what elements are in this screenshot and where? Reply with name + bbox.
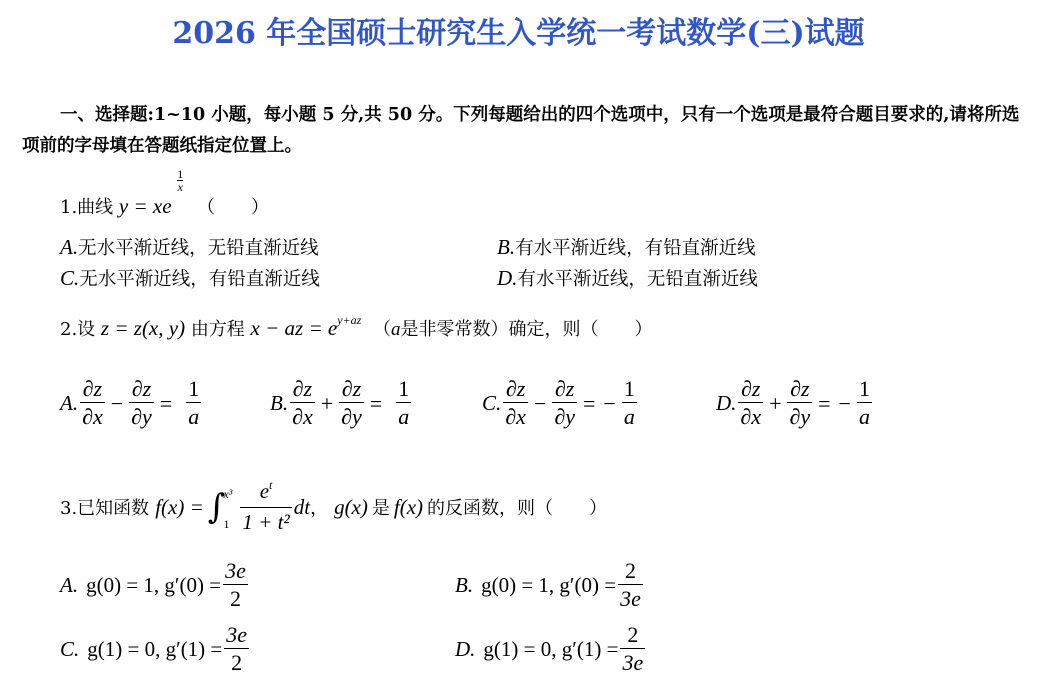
q2-note-var: a [391,319,401,340]
q2-option-b [270,376,413,431]
q2-prefix: 2.设 [60,319,96,340]
equals: = [582,390,596,416]
q2-mid-text: 由方程 [190,319,245,340]
q3-fx2: f(x) [393,494,424,519]
q3-option-c [60,622,251,677]
integrand-num: e [259,479,270,503]
option-text: 无水平渐近线，无铅直渐近线 [78,238,319,259]
option-text: 有水平渐近线，有铅直渐近线 [515,238,756,259]
option-label: B. [270,391,289,415]
integral-upper: x³ [223,487,233,501]
pd-x: $\frac{\partial z}{\partial x}$ [292,376,313,429]
rhs-frac: $\frac{1}{a}$ [188,376,200,429]
option-expr: g(1) = 0, g′(1) = [483,637,619,661]
q1-expression: y = xe [118,194,172,218]
option-label: D. [497,266,518,290]
pd-x: $\frac{\partial z}{\partial x}$ [505,376,526,429]
option-frac: $\frac{2}{3e}$ [622,622,644,675]
question-2 [60,315,653,341]
rhs-sign: − [838,390,851,416]
section-heading-text: 一、选择题:1~10 小题，每小题 5 分,共 50 分。下列每题给出的四个选项中，只有一个选项是最符合题目要求的,请将所选项前的字母填在答题纸指定位置上。 [22,105,1020,156]
q3-prefix: 3.已知函数 [60,498,150,519]
integral-lower: 1 [223,517,230,531]
q3-integral [208,478,310,536]
option-expr: g(0) = 1, g′(0) = [86,573,222,597]
q3-tail: 的反函数，则（ ） [427,498,608,519]
integrand-den: 1 + t² [242,510,290,534]
q2-note-text: 是非零常数）确定，则（ ） [400,319,653,340]
option-label: C. [60,266,80,290]
q3-gx: g(x) [334,494,368,519]
q1-option-c [60,265,320,291]
q2-expression-1: z = z(x, y) [100,316,186,340]
q1-exponent-den: x [177,180,183,194]
q3-fx: f(x) = [155,494,204,519]
q1-option-d [497,265,758,291]
option-text: 有水平渐近线，无铅直渐近线 [517,269,758,290]
pd-y: $\frac{\partial z}{\partial y}$ [131,376,152,429]
q2-option-d [716,376,874,431]
q2-expression-2: x − az = e [250,316,338,340]
q1-option-a [60,234,319,260]
option-label: C. [60,637,80,661]
q2-expression-2-sup: y+az [337,313,362,327]
section-heading [22,100,1022,162]
option-label: D. [716,391,737,415]
q3-option-d [455,622,647,677]
q2-option-a [60,376,203,431]
q1-exponent [177,168,183,193]
operator: − [533,390,547,416]
operator: + [320,390,334,416]
option-frac: $\frac{2}{3e}$ [620,558,641,611]
option-label: A. [60,235,79,259]
option-label: D. [455,637,476,661]
pd-y: $\frac{\partial z}{\partial y}$ [341,376,362,429]
q3-option-a [60,558,250,613]
q2-note-open: （ [373,319,392,340]
q3-comma: ， [310,498,329,519]
pd-y: $\frac{\partial z}{\partial y}$ [789,376,811,429]
rhs-frac: $\frac{1}{a}$ [398,376,410,429]
operator: + [769,390,782,416]
q3-dt: dt [293,494,311,519]
equals: = [369,390,383,416]
q2-option-c [482,376,639,431]
q1-answer-blank: （ ） [197,197,270,218]
equals: = [159,390,173,416]
page-title: 2026 年全国硕士研究生入学统一考试数学(三)试题 [172,16,865,51]
rhs-frac: $\frac{1}{a}$ [623,376,635,429]
option-label: A. [60,573,79,597]
option-expr: g(1) = 0, g′(1) = [87,637,223,661]
q1-prefix: 1.曲线 [60,197,114,218]
q1-exponent-num: 1 [177,167,184,181]
equals: = [818,390,831,416]
question-1 [60,167,270,219]
integral-icon: ∫ [207,487,226,527]
option-label: C. [482,391,502,415]
rhs-sign: − [603,390,616,416]
pd-x: $\frac{\partial z}{\partial x}$ [740,376,762,429]
rhs-frac: $\frac{1}{a}$ [858,376,870,429]
pd-x: $\frac{\partial z}{\partial x}$ [82,376,103,429]
q3-option-b [455,558,645,613]
integrand-num-sup: t [269,478,273,492]
pd-y: $\frac{\partial z}{\partial y}$ [554,376,575,429]
q3-is-text: 是 [371,498,390,519]
option-frac: $\frac{3e}{2}$ [226,622,248,675]
question-3 [60,478,607,536]
q1-option-b [497,234,756,260]
option-expr: g(0) = 1, g′(0) = [481,573,617,597]
option-text: 无水平渐近线，有铅直渐近线 [79,269,320,290]
option-label: A. [60,391,79,415]
option-label: B. [497,235,516,259]
operator: − [110,390,124,416]
option-frac: $\frac{3e}{2}$ [225,558,246,611]
integrand-frac [240,478,291,536]
option-label: B. [455,573,474,597]
